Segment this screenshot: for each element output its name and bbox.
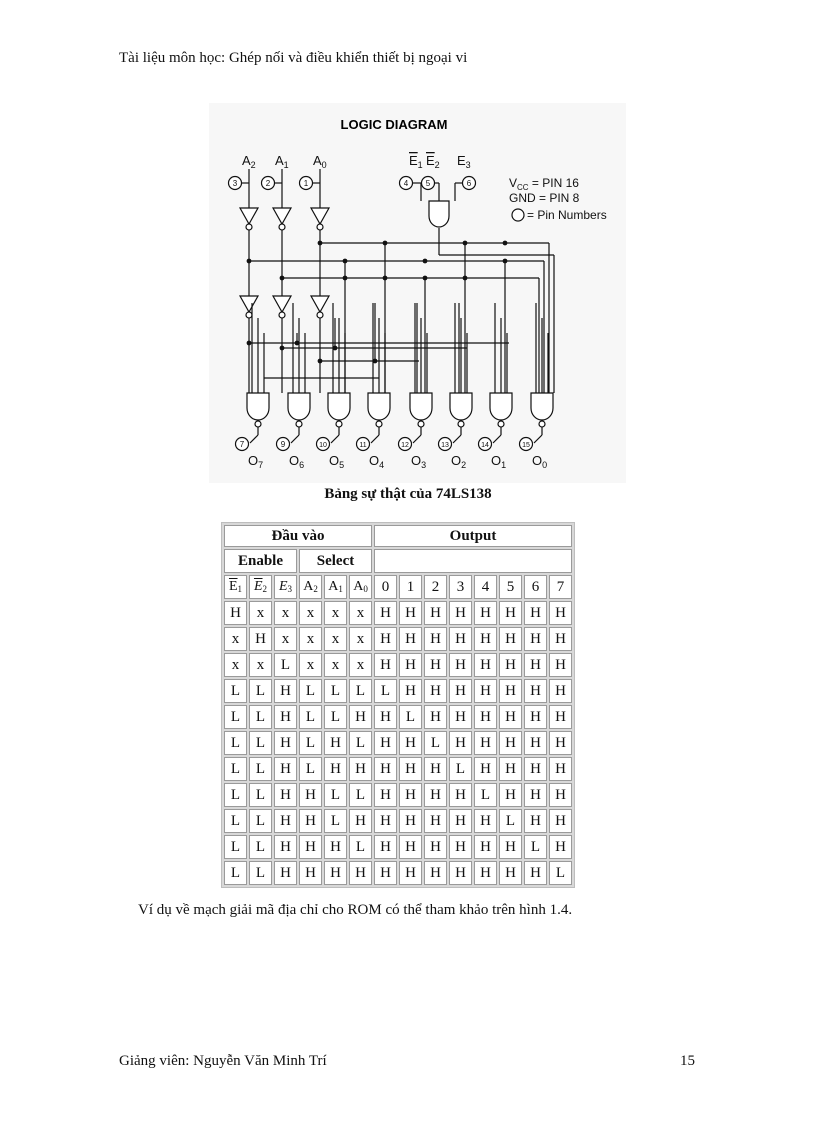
- table-cell: H: [449, 809, 472, 833]
- logic-diagram-svg: [209, 103, 626, 483]
- table-cell: H: [374, 731, 397, 755]
- table-cell: H: [299, 861, 322, 885]
- table-cell: H: [474, 757, 497, 781]
- output-label-O3: $O_3$: [411, 453, 427, 470]
- table-cell: H: [399, 679, 422, 703]
- table-cell: H: [474, 731, 497, 755]
- table-cell: H: [524, 783, 547, 807]
- inverter-bubble: [279, 224, 285, 230]
- table-cell: H: [499, 861, 522, 885]
- junction-dot: [423, 259, 428, 264]
- junction-dot: [343, 276, 348, 281]
- table-cell: H: [549, 757, 572, 781]
- pin-number: 10: [319, 442, 327, 449]
- table-cell: H: [399, 809, 422, 833]
- table-cell: H: [324, 757, 347, 781]
- table-cell: H: [374, 835, 397, 859]
- col-output-1: 1: [399, 575, 422, 599]
- table-cell: x: [299, 627, 322, 651]
- inverter-gate: [240, 296, 258, 312]
- table-cell: H: [424, 757, 447, 781]
- table-cell: L: [349, 679, 372, 703]
- table-cell: H: [274, 783, 297, 807]
- col-output-4: 4: [474, 575, 497, 599]
- table-cell: H: [549, 731, 572, 755]
- junction-dot: [383, 276, 388, 281]
- table-cell: H: [349, 757, 372, 781]
- table-cell: H: [474, 861, 497, 885]
- table-cell: L: [449, 757, 472, 781]
- inverter-gate: [311, 208, 329, 224]
- table-cell: H: [474, 835, 497, 859]
- table-cell: L: [549, 861, 572, 885]
- input-label-A0: $A_0$: [313, 153, 327, 170]
- table-cell: H: [399, 653, 422, 677]
- table-cell: H: [449, 731, 472, 755]
- table-cell: L: [249, 731, 272, 755]
- inverter-bubble: [317, 312, 323, 318]
- input-label-A2: $A_2$: [242, 153, 256, 170]
- table-cell: H: [424, 705, 447, 729]
- table-cell: H: [399, 835, 422, 859]
- output-label-O7: $O_7$: [248, 453, 264, 470]
- table-caption: Bảng sự thật của 74LS138: [324, 486, 492, 502]
- pin-number: 12: [401, 442, 409, 449]
- nand-gate-O3: [410, 393, 432, 420]
- table-cell: H: [399, 731, 422, 755]
- table-cell: H: [274, 731, 297, 755]
- header-enable: Enable: [224, 549, 297, 573]
- table-cell: H: [299, 783, 322, 807]
- table-cell: H: [474, 679, 497, 703]
- header-select: Select: [299, 549, 372, 573]
- inverter-bubble: [246, 224, 252, 230]
- nand-bubble: [418, 421, 424, 427]
- table-cell: x: [324, 627, 347, 651]
- pin-legend-circle: [512, 209, 524, 221]
- inverter-bubble: [279, 312, 285, 318]
- table-cell: H: [499, 653, 522, 677]
- col-e2: $\overline{E}_2$: [249, 575, 272, 599]
- table-cell: H: [499, 601, 522, 625]
- input-label-A1: $A_1$: [275, 153, 289, 170]
- table-cell: H: [524, 627, 547, 651]
- table-cell: x: [349, 601, 372, 625]
- table-cell: H: [499, 835, 522, 859]
- junction-dot: [280, 276, 285, 281]
- table-cell: H: [374, 705, 397, 729]
- table-cell: H: [424, 679, 447, 703]
- table-cell: H: [449, 835, 472, 859]
- output-label-O2: $O_2$: [451, 453, 467, 470]
- table-cell: L: [524, 835, 547, 859]
- table-cell: H: [424, 627, 447, 651]
- col-a2: $A_2$: [299, 575, 322, 599]
- truth-table: [221, 522, 575, 888]
- table-cell: H: [399, 757, 422, 781]
- table-cell: H: [399, 627, 422, 651]
- table-cell: x: [249, 601, 272, 625]
- footer-author: Giảng viên: Nguyễn Văn Minh Trí: [119, 1053, 327, 1069]
- table-cell: H: [549, 809, 572, 833]
- table-cell: L: [299, 757, 322, 781]
- pin-number: 11: [359, 442, 367, 449]
- table-cell: H: [224, 601, 247, 625]
- table-cell: H: [424, 861, 447, 885]
- table-cell: H: [349, 705, 372, 729]
- pin-number: 13: [441, 442, 449, 449]
- table-cell: H: [524, 679, 547, 703]
- table-cell: L: [299, 679, 322, 703]
- table-cell: x: [299, 601, 322, 625]
- page-number: 15: [680, 1053, 695, 1069]
- table-cell: H: [374, 757, 397, 781]
- nand-gate-O7: [247, 393, 269, 420]
- table-cell: L: [224, 809, 247, 833]
- table-row: [224, 809, 572, 833]
- gnd-note: GND = PIN 8: [509, 191, 580, 205]
- output-label-O1: $O_1$: [491, 453, 507, 470]
- table-cell: x: [349, 627, 372, 651]
- table-cell: H: [424, 601, 447, 625]
- nand-gate-O2: [450, 393, 472, 420]
- table-row: [224, 705, 572, 729]
- table-cell: H: [374, 627, 397, 651]
- table-row: [224, 601, 572, 625]
- table-cell: L: [374, 679, 397, 703]
- table-cell: L: [249, 679, 272, 703]
- col-e3: $E_3$: [274, 575, 297, 599]
- pin-number: 1: [303, 179, 309, 188]
- table-cell: H: [524, 809, 547, 833]
- table-row: [224, 627, 572, 651]
- table-cell: H: [374, 653, 397, 677]
- enable-label-E2: $E_2$: [426, 153, 440, 170]
- nand-gate-O5: [328, 393, 350, 420]
- table-row: [224, 835, 572, 859]
- table-cell: x: [299, 653, 322, 677]
- body-paragraph: Ví dụ về mạch giải mã địa chỉ cho ROM có thể tham khảo trên hình 1.4.: [138, 902, 573, 918]
- table-row: [224, 679, 572, 703]
- table-cell: H: [524, 861, 547, 885]
- table-cell: L: [249, 705, 272, 729]
- junction-dot: [503, 241, 508, 246]
- table-cell: H: [424, 783, 447, 807]
- table-cell: H: [299, 809, 322, 833]
- table-cell: H: [274, 835, 297, 859]
- pin-number: 9: [280, 440, 286, 449]
- pin-number: 14: [481, 442, 489, 449]
- table-cell: H: [499, 679, 522, 703]
- enable-label-E1: $E_1$: [409, 153, 423, 170]
- table-cell: L: [249, 809, 272, 833]
- junction-dot: [247, 341, 252, 346]
- table-cell: L: [349, 731, 372, 755]
- table-cell: L: [499, 809, 522, 833]
- nand-bubble: [458, 421, 464, 427]
- table-cell: H: [449, 601, 472, 625]
- table-cell: H: [449, 705, 472, 729]
- col-output-7: 7: [549, 575, 572, 599]
- table-cell: H: [424, 809, 447, 833]
- nand-gate-O1: [490, 393, 512, 420]
- table-cell: H: [499, 731, 522, 755]
- table-cell: x: [324, 653, 347, 677]
- table-cell: L: [224, 835, 247, 859]
- table-cell: H: [274, 679, 297, 703]
- col-a0: $A_0$: [349, 575, 372, 599]
- table-cell: H: [274, 809, 297, 833]
- table-cell: H: [374, 601, 397, 625]
- table-cell: H: [449, 783, 472, 807]
- table-cell: L: [299, 731, 322, 755]
- table-cell: L: [274, 653, 297, 677]
- inverter-gate: [240, 208, 258, 224]
- nand-bubble: [539, 421, 545, 427]
- table-cell: L: [424, 731, 447, 755]
- table-cell: L: [249, 757, 272, 781]
- nand-bubble: [376, 421, 382, 427]
- inverter-bubble: [246, 312, 252, 318]
- table-cell: L: [349, 835, 372, 859]
- table-cell: x: [274, 627, 297, 651]
- table-cell: x: [224, 627, 247, 651]
- table-cell: H: [424, 653, 447, 677]
- table-cell: H: [524, 757, 547, 781]
- table-cell: H: [449, 627, 472, 651]
- junction-dot: [280, 346, 285, 351]
- table-cell: H: [549, 679, 572, 703]
- table-cell: L: [224, 705, 247, 729]
- table-cell: H: [324, 861, 347, 885]
- table-cell: L: [299, 705, 322, 729]
- logic-diagram: [209, 103, 626, 483]
- pin-number: 15: [522, 442, 530, 449]
- table-cell: H: [549, 601, 572, 625]
- table-cell: H: [474, 809, 497, 833]
- table-cell: H: [549, 653, 572, 677]
- nand-gate-O0: [531, 393, 553, 420]
- pin-number: 5: [425, 179, 431, 188]
- enable-label-E3: $E_3$: [457, 153, 471, 170]
- table-cell: H: [449, 861, 472, 885]
- table-cell: x: [274, 601, 297, 625]
- table-cell: H: [424, 835, 447, 859]
- col-output-2: 2: [424, 575, 447, 599]
- table-cell: L: [224, 861, 247, 885]
- table-cell: H: [399, 783, 422, 807]
- table-cell: H: [399, 601, 422, 625]
- table-cell: x: [224, 653, 247, 677]
- col-output-0: 0: [374, 575, 397, 599]
- vcc-note: $V_{CC}$ = PIN 16: [509, 176, 579, 192]
- table-cell: H: [524, 705, 547, 729]
- table-cell: x: [324, 601, 347, 625]
- junction-dot: [318, 241, 323, 246]
- table-cell: H: [499, 627, 522, 651]
- col-e1: $\overline{E}_1$: [224, 575, 247, 599]
- pin-number: 3: [232, 179, 238, 188]
- enable-and-gate: [429, 201, 449, 227]
- diagram-title: LOGIC DIAGRAM: [340, 117, 448, 132]
- table-cell: H: [449, 679, 472, 703]
- table-cell: L: [349, 783, 372, 807]
- table-cell: L: [224, 731, 247, 755]
- junction-dot: [247, 259, 252, 264]
- header-output: Output: [374, 525, 572, 547]
- nand-bubble: [296, 421, 302, 427]
- pin-number: 6: [466, 179, 472, 188]
- nand-bubble: [498, 421, 504, 427]
- col-a1: $A_1$: [324, 575, 347, 599]
- table-cell: H: [499, 757, 522, 781]
- table-cell: H: [524, 731, 547, 755]
- table-cell: H: [449, 653, 472, 677]
- table-cell: H: [299, 835, 322, 859]
- table-cell: x: [349, 653, 372, 677]
- table-cell: L: [324, 809, 347, 833]
- inverter-bubble: [317, 224, 323, 230]
- pin-number: 4: [403, 179, 409, 188]
- inverter-gate: [311, 296, 329, 312]
- junction-dot: [318, 359, 323, 364]
- table-cell: H: [374, 861, 397, 885]
- table-cell: H: [549, 705, 572, 729]
- table-cell: H: [499, 783, 522, 807]
- col-output-3: 3: [449, 575, 472, 599]
- table-cell: H: [499, 705, 522, 729]
- table-cell: L: [399, 705, 422, 729]
- table-row: [224, 861, 572, 885]
- table-cell: H: [349, 861, 372, 885]
- table-cell: H: [474, 705, 497, 729]
- page-header: Tài liệu môn học: Ghép nối và điều khiển thiết bị ngoại vi: [119, 50, 468, 66]
- nand-gate-O4: [368, 393, 390, 420]
- table-cell: L: [249, 861, 272, 885]
- output-label-O6: $O_6$: [289, 453, 305, 470]
- nand-bubble: [336, 421, 342, 427]
- table-cell: L: [249, 783, 272, 807]
- table-cell: H: [549, 783, 572, 807]
- table-cell: H: [274, 757, 297, 781]
- table-cell: H: [274, 861, 297, 885]
- table-cell: x: [249, 653, 272, 677]
- nand-gate-O6: [288, 393, 310, 420]
- output-label-O4: $O_4$: [369, 453, 385, 470]
- table-cell: H: [474, 653, 497, 677]
- table-cell: H: [274, 705, 297, 729]
- table-cell: H: [324, 835, 347, 859]
- table-cell: H: [524, 601, 547, 625]
- pin-number: 7: [239, 440, 245, 449]
- table-cell: H: [549, 835, 572, 859]
- table-cell: L: [224, 783, 247, 807]
- table-cell: H: [549, 627, 572, 651]
- table-cell: H: [324, 731, 347, 755]
- col-output-5: 5: [499, 575, 522, 599]
- table-cell: L: [474, 783, 497, 807]
- table-cell: L: [224, 757, 247, 781]
- table-cell: H: [474, 627, 497, 651]
- junction-dot: [463, 276, 468, 281]
- table-row: [224, 757, 572, 781]
- inverter-gate: [273, 296, 291, 312]
- table-cell: L: [324, 783, 347, 807]
- table-cell: H: [474, 601, 497, 625]
- table-row: [224, 731, 572, 755]
- table-cell: L: [324, 679, 347, 703]
- table-cell: L: [324, 705, 347, 729]
- table-cell: L: [224, 679, 247, 703]
- output-label-O5: $O_5$: [329, 453, 345, 470]
- table-cell: H: [374, 809, 397, 833]
- table-cell: H: [524, 653, 547, 677]
- table-cell: H: [374, 783, 397, 807]
- inverter-gate: [273, 208, 291, 224]
- col-output-6: 6: [524, 575, 547, 599]
- pin-number: 2: [265, 179, 271, 188]
- header-blank: [374, 549, 572, 573]
- table-cell: H: [249, 627, 272, 651]
- table-row: [224, 653, 572, 677]
- table-cell: L: [249, 835, 272, 859]
- nand-bubble: [255, 421, 261, 427]
- output-label-O0: $O_0$: [532, 453, 548, 470]
- pin-legend-note: = Pin Numbers: [527, 208, 607, 222]
- table-cell: H: [349, 809, 372, 833]
- table-row: [224, 783, 572, 807]
- header-inputs: Đầu vào: [224, 525, 372, 547]
- table-cell: H: [399, 861, 422, 885]
